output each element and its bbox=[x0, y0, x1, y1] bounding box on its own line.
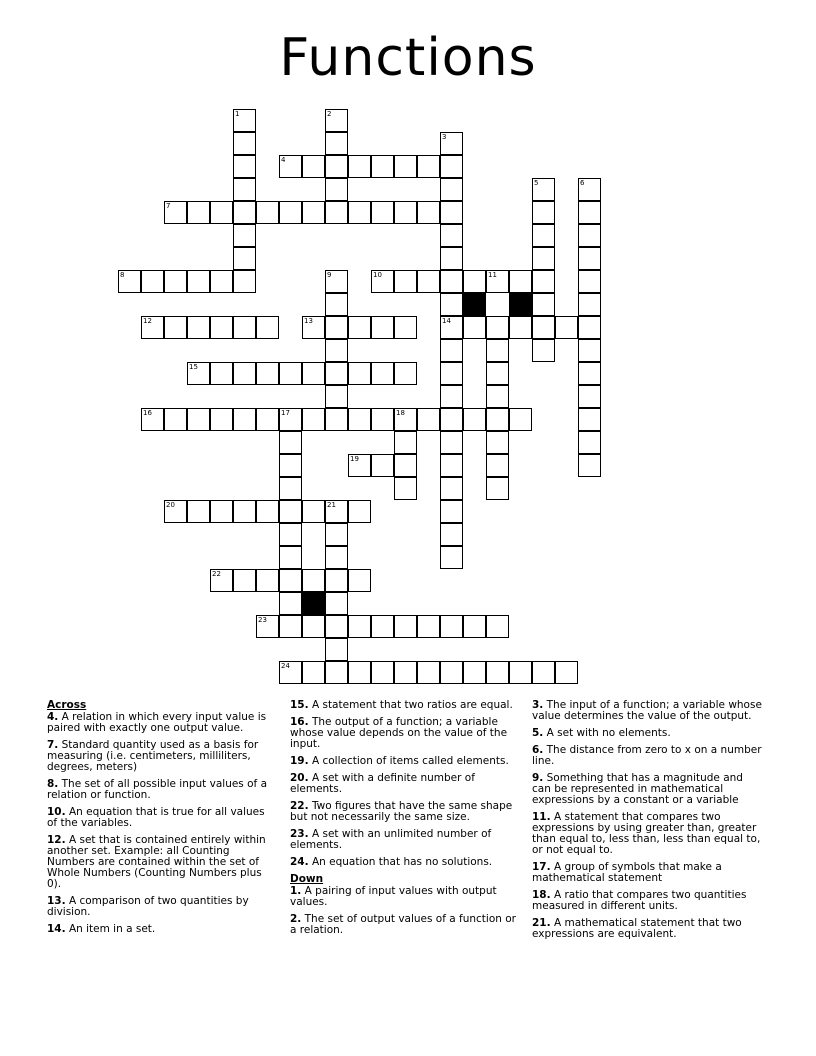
crossword-cell[interactable] bbox=[463, 270, 486, 293]
clue-text: An item in a set. bbox=[65, 923, 156, 935]
clue-text: Standard quantity used as a basis for measuring (i.e. centimeters, milliliters, degrees, meters) bbox=[47, 739, 259, 773]
crossword-cell[interactable] bbox=[486, 316, 509, 339]
crossword-cell[interactable] bbox=[325, 569, 348, 592]
crossword-cell[interactable] bbox=[279, 546, 302, 569]
crossword-cell[interactable] bbox=[279, 201, 302, 224]
down-header: Down bbox=[290, 873, 324, 885]
crossword-cell[interactable] bbox=[348, 661, 371, 684]
clue-num: 7. bbox=[47, 739, 59, 751]
clue-text: Something that has a magnitude and can be represented in mathematical expressions by a constant or a variable bbox=[532, 772, 743, 806]
clue-num: 16. bbox=[290, 716, 309, 728]
crossword-cell[interactable] bbox=[486, 454, 509, 477]
clue-num: 3. bbox=[532, 699, 544, 711]
crossword-cell[interactable] bbox=[279, 500, 302, 523]
crossword-cell[interactable] bbox=[394, 270, 417, 293]
crossword-cell[interactable] bbox=[302, 155, 325, 178]
crossword-cell[interactable] bbox=[578, 362, 601, 385]
clue-num: 11. bbox=[532, 811, 551, 823]
crossword-cell[interactable] bbox=[325, 339, 348, 362]
crossword-cell[interactable] bbox=[578, 247, 601, 270]
clue-number: 8 bbox=[120, 271, 125, 279]
crossword-cell[interactable] bbox=[440, 132, 463, 155]
clues-column-1 bbox=[47, 700, 269, 941]
crossword-cell[interactable] bbox=[325, 316, 348, 339]
crossword-cell[interactable] bbox=[233, 155, 256, 178]
clue-num: 1. bbox=[290, 885, 302, 897]
black-cell bbox=[509, 293, 532, 316]
crossword-cell[interactable] bbox=[463, 408, 486, 431]
crossword-cell[interactable] bbox=[325, 523, 348, 546]
clue-number: 16 bbox=[143, 409, 152, 417]
crossword-cell[interactable] bbox=[325, 385, 348, 408]
clue bbox=[47, 835, 269, 890]
clue-number: 6 bbox=[580, 179, 585, 187]
clue-num: 24. bbox=[290, 856, 309, 868]
crossword-cell[interactable] bbox=[348, 155, 371, 178]
crossword-cell[interactable] bbox=[532, 661, 555, 684]
clue-num: 18. bbox=[532, 889, 551, 901]
clue-num: 17. bbox=[532, 861, 551, 873]
clue-text: A pairing of input values with output values. bbox=[290, 885, 497, 908]
clue bbox=[290, 700, 520, 711]
crossword-cell[interactable] bbox=[509, 408, 532, 431]
crossword-cell[interactable] bbox=[578, 339, 601, 362]
crossword-cell[interactable] bbox=[233, 224, 256, 247]
clue-number: 22 bbox=[212, 570, 221, 578]
clue bbox=[290, 801, 520, 823]
page-title: Functions bbox=[279, 28, 537, 88]
clue bbox=[47, 807, 269, 829]
black-cell bbox=[463, 293, 486, 316]
crossword-cell[interactable] bbox=[417, 201, 440, 224]
crossword-cell[interactable] bbox=[394, 316, 417, 339]
across-clue-list-continued bbox=[290, 700, 520, 868]
crossword-cell[interactable] bbox=[279, 362, 302, 385]
crossword-cell[interactable] bbox=[486, 362, 509, 385]
crossword-cell[interactable] bbox=[578, 270, 601, 293]
crossword-cell[interactable] bbox=[555, 316, 578, 339]
crossword-cell[interactable] bbox=[279, 523, 302, 546]
crossword-cell[interactable] bbox=[394, 477, 417, 500]
clue bbox=[532, 700, 762, 722]
clue-num: 10. bbox=[47, 806, 66, 818]
crossword-cell[interactable] bbox=[302, 201, 325, 224]
crossword-cell[interactable] bbox=[394, 155, 417, 178]
clue-text: A collection of items called elements. bbox=[308, 755, 509, 767]
crossword-cell[interactable] bbox=[371, 362, 394, 385]
clue-text: A mathematical statement that two expressions are equivalent. bbox=[532, 917, 742, 940]
crossword-cell[interactable] bbox=[164, 201, 187, 224]
crossword-cell[interactable] bbox=[302, 661, 325, 684]
crossword-cell[interactable] bbox=[440, 224, 463, 247]
crossword-cell[interactable] bbox=[141, 270, 164, 293]
clue-num: 15. bbox=[290, 699, 309, 711]
clue-text: A relation in which every input value is paired with exactly one output value. bbox=[47, 711, 267, 734]
crossword-cell[interactable] bbox=[233, 132, 256, 155]
crossword-cell[interactable] bbox=[440, 247, 463, 270]
crossword-cell[interactable] bbox=[532, 339, 555, 362]
crossword-cell[interactable] bbox=[233, 500, 256, 523]
clue-num: 5. bbox=[532, 727, 544, 739]
crossword-cell[interactable] bbox=[486, 270, 509, 293]
crossword-cell[interactable] bbox=[256, 201, 279, 224]
clue-number: 13 bbox=[304, 317, 313, 325]
crossword-cell[interactable] bbox=[394, 431, 417, 454]
crossword-cell[interactable] bbox=[210, 500, 233, 523]
crossword-cell[interactable] bbox=[325, 546, 348, 569]
crossword-cell[interactable] bbox=[509, 661, 532, 684]
crossword-cell[interactable] bbox=[417, 661, 440, 684]
clue-text: A statement that compares two expressions by using greater than, greater than equal to, less than, less than equal to, or not equal to. bbox=[532, 811, 761, 856]
crossword-cell[interactable] bbox=[325, 109, 348, 132]
crossword-cell[interactable] bbox=[302, 316, 325, 339]
clue bbox=[47, 712, 269, 734]
crossword-cell[interactable] bbox=[187, 500, 210, 523]
crossword-cell[interactable] bbox=[532, 293, 555, 316]
clue-text: The input of a function; a variable whose value determines the value of the output. bbox=[532, 699, 762, 722]
clue-num: 2. bbox=[290, 913, 302, 925]
crossword-cell[interactable] bbox=[325, 132, 348, 155]
clue-number: 17 bbox=[281, 409, 290, 417]
clue-text: The output of a function; a variable whose value depends on the value of the input. bbox=[290, 716, 508, 750]
crossword-cell[interactable] bbox=[348, 454, 371, 477]
crossword-cell[interactable] bbox=[509, 270, 532, 293]
black-cell bbox=[302, 592, 325, 615]
clue-text: A ratio that compares two quantities measured in different units. bbox=[532, 889, 747, 912]
crossword-cell[interactable] bbox=[187, 316, 210, 339]
crossword-cell[interactable] bbox=[325, 178, 348, 201]
clue-number: 10 bbox=[373, 271, 382, 279]
crossword-cell[interactable] bbox=[417, 270, 440, 293]
clue bbox=[532, 728, 762, 739]
crossword-cell[interactable] bbox=[233, 408, 256, 431]
crossword-cell[interactable] bbox=[371, 661, 394, 684]
crossword-cell[interactable] bbox=[141, 316, 164, 339]
clue-text: A set that is contained entirely within another set. Example: all Counting Numbers are contained within the set of Whole Numbers (Counting Numbers plus 0). bbox=[47, 834, 266, 890]
crossword-cell[interactable] bbox=[302, 569, 325, 592]
crossword-cell[interactable] bbox=[256, 615, 279, 638]
crossword-cell[interactable] bbox=[348, 615, 371, 638]
crossword-cell[interactable] bbox=[302, 500, 325, 523]
crossword-cell[interactable] bbox=[440, 408, 463, 431]
clue bbox=[290, 886, 520, 908]
crossword-cell[interactable] bbox=[532, 201, 555, 224]
clue-num: 13. bbox=[47, 895, 66, 907]
clue-number: 24 bbox=[281, 662, 290, 670]
clue-text: Two figures that have the same shape but not necessarily the same size. bbox=[290, 800, 513, 823]
crossword-cell[interactable] bbox=[233, 247, 256, 270]
crossword-cell[interactable] bbox=[555, 661, 578, 684]
clue bbox=[290, 914, 520, 936]
crossword-cell[interactable] bbox=[578, 408, 601, 431]
crossword-cell[interactable] bbox=[578, 178, 601, 201]
crossword-cell[interactable] bbox=[187, 201, 210, 224]
crossword-cell[interactable] bbox=[440, 155, 463, 178]
clue-number: 19 bbox=[350, 455, 359, 463]
crossword-cell[interactable] bbox=[578, 201, 601, 224]
crossword-cell[interactable] bbox=[279, 477, 302, 500]
clue bbox=[290, 829, 520, 851]
clue-num: 21. bbox=[532, 917, 551, 929]
clue-number: 20 bbox=[166, 501, 175, 509]
clue-number: 14 bbox=[442, 317, 451, 325]
clue-text: A set with an unlimited number of elements. bbox=[290, 828, 492, 851]
clue-number: 15 bbox=[189, 363, 198, 371]
crossword-cell[interactable] bbox=[325, 615, 348, 638]
clue-number: 2 bbox=[327, 110, 332, 118]
clue-number: 9 bbox=[327, 271, 332, 279]
crossword-cell[interactable] bbox=[486, 661, 509, 684]
clue-number: 18 bbox=[396, 409, 405, 417]
crossword-cell[interactable] bbox=[233, 109, 256, 132]
crossword-cell[interactable] bbox=[325, 293, 348, 316]
across-clue-list bbox=[47, 712, 269, 935]
crossword-cell[interactable] bbox=[532, 270, 555, 293]
clue bbox=[532, 918, 762, 940]
crossword-cell[interactable] bbox=[486, 408, 509, 431]
crossword-cell[interactable] bbox=[440, 477, 463, 500]
clues-column-2 bbox=[290, 700, 520, 942]
clue-text: The set of all possible input values of a relation or function. bbox=[47, 778, 268, 801]
crossword-cell[interactable] bbox=[440, 431, 463, 454]
crossword-cell[interactable] bbox=[325, 201, 348, 224]
crossword-cell[interactable] bbox=[440, 362, 463, 385]
crossword-cell[interactable] bbox=[325, 270, 348, 293]
clue bbox=[532, 745, 762, 767]
crossword-cell[interactable] bbox=[233, 316, 256, 339]
crossword-cell[interactable] bbox=[210, 201, 233, 224]
crossword-cell[interactable] bbox=[440, 178, 463, 201]
clue-number: 3 bbox=[442, 133, 447, 141]
clue-num: 4. bbox=[47, 711, 59, 723]
crossword-cell[interactable] bbox=[440, 201, 463, 224]
crossword-cell[interactable] bbox=[279, 615, 302, 638]
crossword-cell[interactable] bbox=[210, 270, 233, 293]
crossword-cell[interactable] bbox=[233, 362, 256, 385]
clue bbox=[47, 896, 269, 918]
crossword-cell[interactable] bbox=[440, 615, 463, 638]
crossword-cell[interactable] bbox=[233, 201, 256, 224]
crossword-cell[interactable] bbox=[279, 431, 302, 454]
crossword-cell[interactable] bbox=[440, 454, 463, 477]
crossword-cell[interactable] bbox=[394, 661, 417, 684]
clue-text: An equation that is true for all values of the variables. bbox=[47, 806, 265, 829]
crossword-cell[interactable] bbox=[348, 408, 371, 431]
clues-column-3 bbox=[532, 700, 762, 946]
clue-text: The distance from zero to x on a number line. bbox=[532, 744, 762, 767]
clue-number: 12 bbox=[143, 317, 152, 325]
crossword-cell[interactable] bbox=[371, 615, 394, 638]
crossword-cell[interactable] bbox=[417, 155, 440, 178]
clue bbox=[532, 812, 762, 856]
clue-number: 4 bbox=[281, 156, 286, 164]
crossword-cell[interactable] bbox=[348, 201, 371, 224]
crossword-cell[interactable] bbox=[210, 569, 233, 592]
crossword-cell[interactable] bbox=[187, 270, 210, 293]
across-header: Across bbox=[47, 699, 87, 711]
crossword-cell[interactable] bbox=[164, 270, 187, 293]
clue bbox=[47, 740, 269, 773]
crossword-cell[interactable] bbox=[440, 661, 463, 684]
crossword-cell[interactable] bbox=[394, 362, 417, 385]
crossword-cell[interactable] bbox=[256, 500, 279, 523]
crossword-cell[interactable] bbox=[486, 339, 509, 362]
crossword-cell[interactable] bbox=[325, 500, 348, 523]
clue-num: 9. bbox=[532, 772, 544, 784]
crossword-cell[interactable] bbox=[394, 615, 417, 638]
clue bbox=[47, 924, 269, 935]
clue-num: 23. bbox=[290, 828, 309, 840]
clue bbox=[290, 756, 520, 767]
clue-text: A comparison of two quantities by division. bbox=[47, 895, 249, 918]
crossword-cell[interactable] bbox=[394, 454, 417, 477]
crossword-cell[interactable] bbox=[233, 569, 256, 592]
clue-num: 8. bbox=[47, 778, 59, 790]
crossword-cell[interactable] bbox=[279, 569, 302, 592]
crossword-cell[interactable] bbox=[440, 546, 463, 569]
crossword-cell[interactable] bbox=[256, 408, 279, 431]
crossword-cell[interactable] bbox=[440, 500, 463, 523]
clue-num: 14. bbox=[47, 923, 66, 935]
crossword-cell[interactable] bbox=[210, 316, 233, 339]
clue-number: 7 bbox=[166, 202, 171, 210]
clue-number: 5 bbox=[534, 179, 539, 187]
crossword-cell[interactable] bbox=[164, 316, 187, 339]
clue bbox=[290, 773, 520, 795]
crossword-cell[interactable] bbox=[302, 362, 325, 385]
crossword-cell[interactable] bbox=[371, 408, 394, 431]
crossword-cell[interactable] bbox=[440, 339, 463, 362]
clue bbox=[532, 890, 762, 912]
crossword-cell[interactable] bbox=[440, 385, 463, 408]
crossword-cell[interactable] bbox=[440, 523, 463, 546]
down-clue-list-continued bbox=[532, 700, 762, 940]
crossword-cell[interactable] bbox=[532, 247, 555, 270]
clue-number: 23 bbox=[258, 616, 267, 624]
crossword-cell[interactable] bbox=[256, 362, 279, 385]
crossword-cell[interactable] bbox=[394, 408, 417, 431]
clue-num: 20. bbox=[290, 772, 309, 784]
crossword-cell[interactable] bbox=[233, 270, 256, 293]
clue-num: 22. bbox=[290, 800, 309, 812]
crossword-cell[interactable] bbox=[279, 661, 302, 684]
crossword-cell[interactable] bbox=[256, 316, 279, 339]
crossword-cell[interactable] bbox=[256, 569, 279, 592]
clue-text: A set with no elements. bbox=[543, 727, 671, 739]
crossword-cell[interactable] bbox=[463, 316, 486, 339]
crossword-cell[interactable] bbox=[578, 293, 601, 316]
crossword-cell[interactable] bbox=[578, 224, 601, 247]
clue bbox=[532, 862, 762, 884]
clue-num: 12. bbox=[47, 834, 66, 846]
crossword-cell[interactable] bbox=[279, 408, 302, 431]
crossword-cell[interactable] bbox=[210, 408, 233, 431]
clue-number: 21 bbox=[327, 501, 336, 509]
crossword-cell[interactable] bbox=[325, 592, 348, 615]
crossword-cell[interactable] bbox=[532, 224, 555, 247]
crossword-cell[interactable] bbox=[348, 569, 371, 592]
crossword-cell[interactable] bbox=[325, 661, 348, 684]
crossword-cell[interactable] bbox=[348, 316, 371, 339]
crossword-cell[interactable] bbox=[371, 316, 394, 339]
clue bbox=[290, 717, 520, 750]
crossword-cell[interactable] bbox=[325, 408, 348, 431]
crossword-cell[interactable] bbox=[486, 615, 509, 638]
crossword-cell[interactable] bbox=[532, 178, 555, 201]
crossword-cell[interactable] bbox=[187, 408, 210, 431]
clue bbox=[47, 779, 269, 801]
clue-num: 19. bbox=[290, 755, 309, 767]
crossword-cell[interactable] bbox=[486, 431, 509, 454]
crossword-cell[interactable] bbox=[371, 155, 394, 178]
crossword-cell[interactable] bbox=[302, 408, 325, 431]
crossword-cell[interactable] bbox=[578, 431, 601, 454]
crossword-cell[interactable] bbox=[164, 500, 187, 523]
crossword-cell[interactable] bbox=[417, 408, 440, 431]
crossword-cell[interactable] bbox=[509, 316, 532, 339]
crossword-cell[interactable] bbox=[348, 362, 371, 385]
crossword-cell[interactable] bbox=[325, 155, 348, 178]
crossword-cell[interactable] bbox=[486, 385, 509, 408]
crossword-cell[interactable] bbox=[371, 270, 394, 293]
crossword-cell[interactable] bbox=[164, 408, 187, 431]
crossword-cell[interactable] bbox=[440, 270, 463, 293]
crossword-cell[interactable] bbox=[486, 477, 509, 500]
clue bbox=[290, 857, 520, 868]
crossword-cell[interactable] bbox=[463, 615, 486, 638]
clue-text: A set with a definite number of elements. bbox=[290, 772, 475, 795]
crossword-cell[interactable] bbox=[118, 270, 141, 293]
crossword-cell[interactable] bbox=[463, 661, 486, 684]
crossword-cell[interactable] bbox=[187, 362, 210, 385]
clue-text: A group of symbols that make a mathematical statement bbox=[532, 861, 722, 884]
clue-text: A statement that two ratios are equal. bbox=[308, 699, 513, 711]
clue-number: 1 bbox=[235, 110, 240, 118]
clue-number: 11 bbox=[488, 271, 497, 279]
crossword-cell[interactable] bbox=[371, 454, 394, 477]
crossword-cell[interactable] bbox=[578, 385, 601, 408]
crossword-cell[interactable] bbox=[417, 615, 440, 638]
crossword-cell[interactable] bbox=[210, 362, 233, 385]
crossword-cell[interactable] bbox=[578, 316, 601, 339]
crossword-cell[interactable] bbox=[394, 201, 417, 224]
clue-text: An equation that has no solutions. bbox=[308, 856, 493, 868]
crossword-cell[interactable] bbox=[578, 454, 601, 477]
crossword-cell[interactable] bbox=[371, 201, 394, 224]
crossword-cell[interactable] bbox=[348, 500, 371, 523]
crossword-cell[interactable] bbox=[325, 638, 348, 661]
crossword-cell[interactable] bbox=[440, 293, 463, 316]
crossword-cell[interactable] bbox=[279, 592, 302, 615]
crossword-cell[interactable] bbox=[440, 316, 463, 339]
crossword-cell[interactable] bbox=[233, 178, 256, 201]
crossword-cell[interactable] bbox=[279, 155, 302, 178]
crossword-cell[interactable] bbox=[325, 362, 348, 385]
crossword-cell[interactable] bbox=[141, 408, 164, 431]
down-clue-list bbox=[290, 886, 520, 936]
clue-text: The set of output values of a function or a relation. bbox=[290, 913, 517, 936]
crossword-cell[interactable] bbox=[532, 316, 555, 339]
crossword-cell[interactable] bbox=[302, 615, 325, 638]
clue-num: 6. bbox=[532, 744, 544, 756]
clue bbox=[532, 773, 762, 806]
crossword-cell[interactable] bbox=[279, 454, 302, 477]
